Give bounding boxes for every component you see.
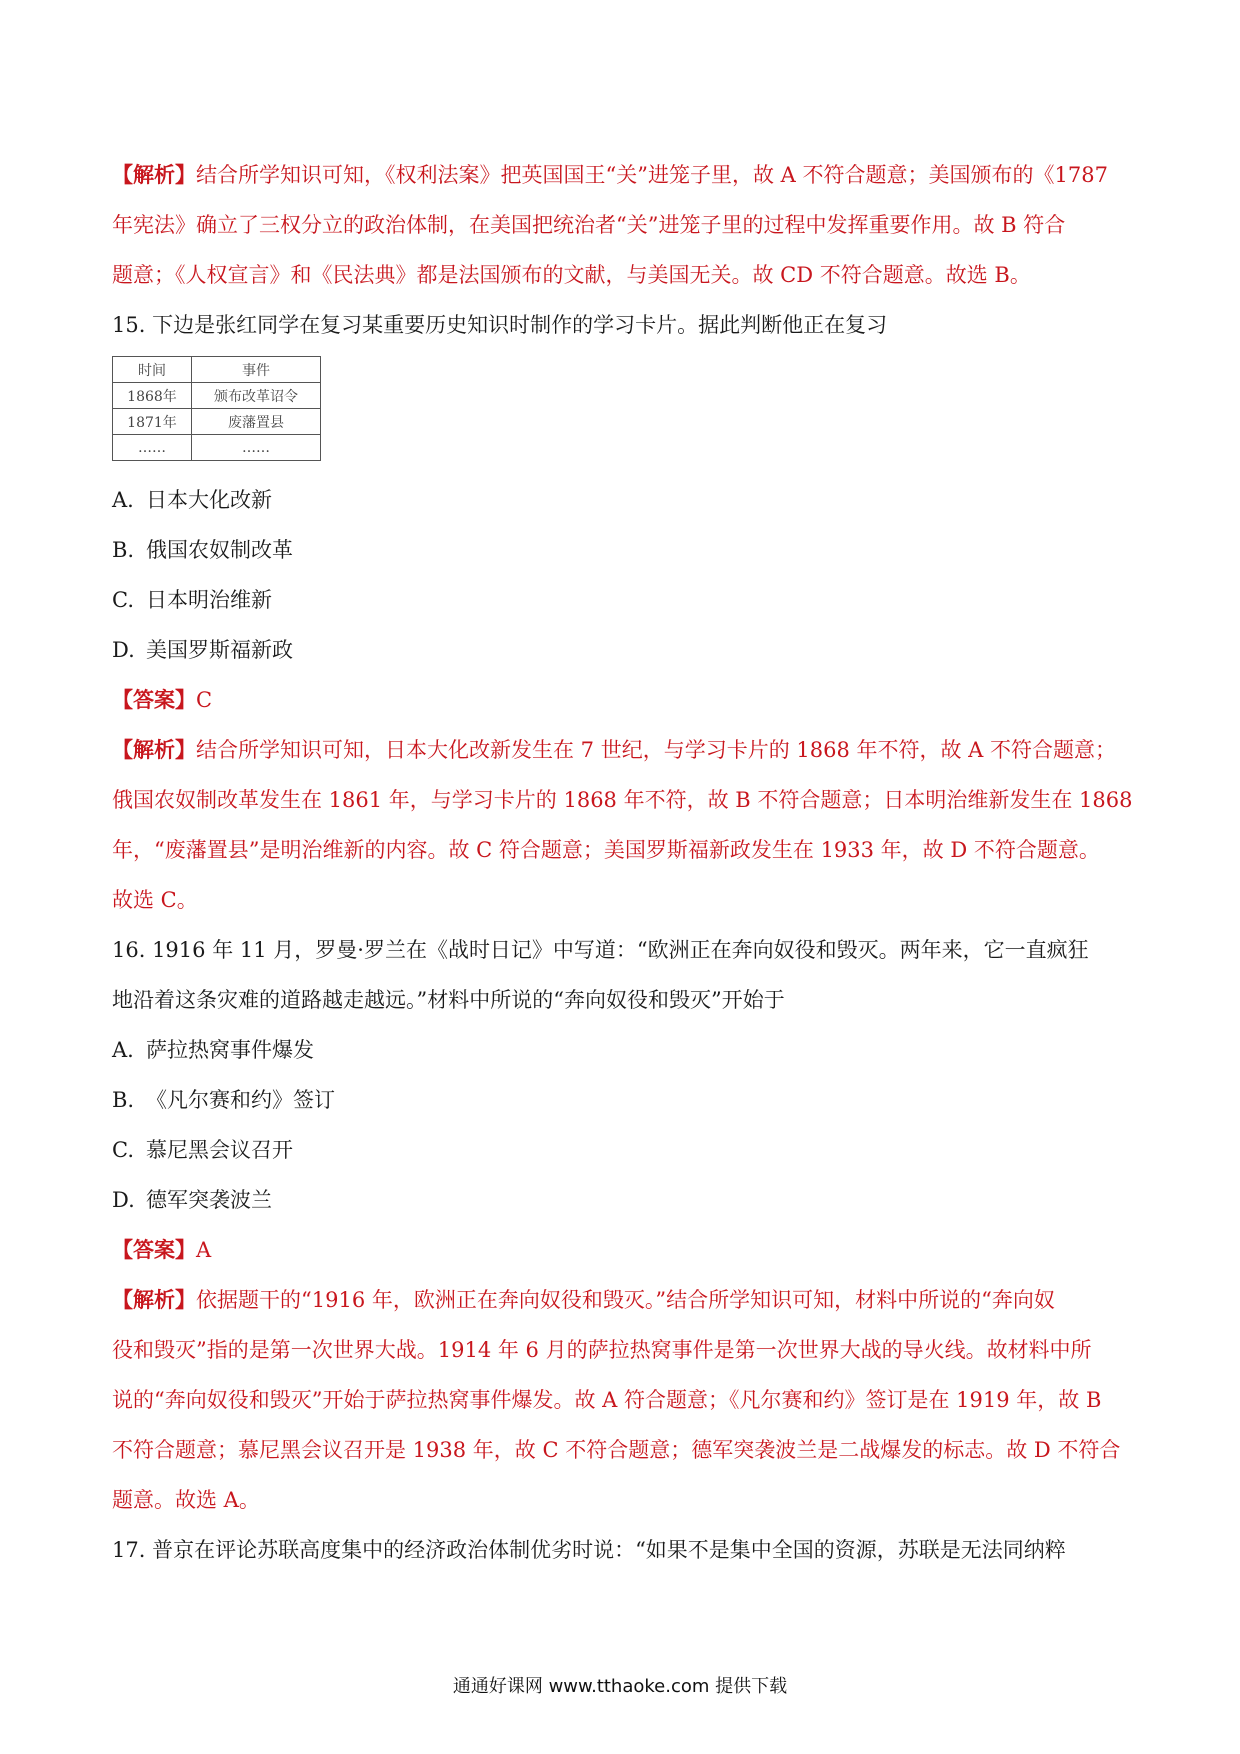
answer-tag: 【答案】 [112, 687, 196, 712]
analysis-tag: 【解析】 [112, 1287, 196, 1312]
q16-option-b: B. 《凡尔赛和约》签订 [112, 1088, 335, 1112]
q16-analysis-line-3: 说的“奔向奴役和毁灭”开始于萨拉热窝事件爆发。故 A 符合题意；《凡尔赛和约》签订是在 1919 年，故 B [112, 1388, 1102, 1412]
table-cell: …… [192, 435, 321, 461]
q15-answer [112, 675, 1132, 725]
q16-stem-line-2: 地沿着这条灾难的道路越走越远。”材料中所说的“奔向奴役和毁灭”开始于 [112, 988, 785, 1012]
q16-answer [112, 1225, 1132, 1275]
table-cell: …… [113, 435, 192, 461]
q17-stem: 17. 普京在评论苏联高度集中的经济政治体制优劣时说：“如果不是集中全国的资源，苏联是无法同纳粹 [112, 1538, 1066, 1562]
table-cell: 时间 [113, 357, 192, 383]
q15-analysis-line-1: 【解析】结合所学知识可知，日本大化改新发生在 7 世纪，与学习卡片的 1868 年不符，故 A 不符合题意； [112, 737, 1117, 762]
q15-analysis-line-4: 故选 C。 [112, 888, 198, 912]
q16-analysis-line-4: 不符合题意；慕尼黑会议召开是 1938 年，故 C 不符合题意；德军突袭波兰是二战爆发的标志。故 D 不符合 [112, 1438, 1121, 1462]
analysis-tag: 【解析】 [112, 162, 196, 187]
table-row [113, 383, 321, 409]
table-cell: 废藩置县 [192, 409, 321, 435]
table-header-row [113, 357, 321, 383]
page-footer: 通通好课网 www.tthaoke.com 提供下载 [452, 1676, 788, 1697]
q16-analysis-line-5: 题意。故选 A。 [112, 1488, 260, 1512]
document-page [112, 150, 1132, 1575]
q15-option-b: B. 俄国农奴制改革 [112, 538, 293, 562]
table-cell: 1868年 [113, 383, 192, 409]
table-row [113, 435, 321, 461]
q16-analysis-line-1: 【解析】依据题干的“1916 年，欧洲正在奔向奴役和毁灭。”结合所学知识可知，材料中所说的“奔向奴 [112, 1287, 1055, 1312]
answer-value: A [196, 1238, 212, 1262]
q15-analysis-line-3: 年，“废藩置县”是明治维新的内容。故 C 符合题意；美国罗斯福新政发生在 1933 年，故 D 不符合题意。 [112, 838, 1100, 862]
table-row [113, 409, 321, 435]
table-cell: 1871年 [113, 409, 192, 435]
table-cell: 事件 [192, 357, 321, 383]
q14-analysis-line-1: 【解析】结合所学知识可知，《权利法案》把英国国王“关”进笼子里，故 A 不符合题意；美国颁布的《1787 [112, 162, 1108, 187]
q15-analysis-line-2: 俄国农奴制改革发生在 1861 年，与学习卡片的 1868 年不符，故 B 不符合题意；日本明治维新发生在 1868 [112, 788, 1133, 812]
table-cell: 颁布改革诏令 [192, 383, 321, 409]
q15-option-c: C. 日本明治维新 [112, 588, 272, 612]
answer-value: C [196, 688, 213, 712]
q14-analysis-line-2: 年宪法》确立了三权分立的政治体制，在美国把统治者“关”进笼子里的过程中发挥重要作用。故 B 符合 [112, 213, 1066, 237]
q16-option-d: D. 德军突袭波兰 [112, 1188, 272, 1212]
q14-analysis-line-3: 题意；《人权宣言》和《民法典》都是法国颁布的文献，与美国无关。故 CD 不符合题意。故选 B。 [112, 263, 1031, 287]
answer-tag: 【答案】 [112, 1237, 196, 1262]
q16-analysis-line-2: 役和毁灭”指的是第一次世界大战。1914 年 6 月的萨拉热窝事件是第一次世界大战的导火线。故材料中所 [112, 1338, 1092, 1362]
q16-option-c: C. 慕尼黑会议召开 [112, 1138, 293, 1162]
q15-stem: 15. 下边是张红同学在复习某重要历史知识时制作的学习卡片。据此判断他正在复习 [112, 313, 888, 337]
q16-stem-line-1: 16. 1916 年 11 月，罗曼·罗兰在《战时日记》中写道：“欧洲正在奔向奴役和毁灭。两年来，它一直疯狂 [112, 938, 1089, 962]
analysis-tag: 【解析】 [112, 737, 196, 762]
q16-option-a: A. 萨拉热窝事件爆发 [112, 1038, 314, 1062]
q15-option-a: A. 日本大化改新 [112, 488, 272, 512]
study-card-table [112, 356, 321, 461]
q15-option-d: D. 美国罗斯福新政 [112, 638, 293, 662]
